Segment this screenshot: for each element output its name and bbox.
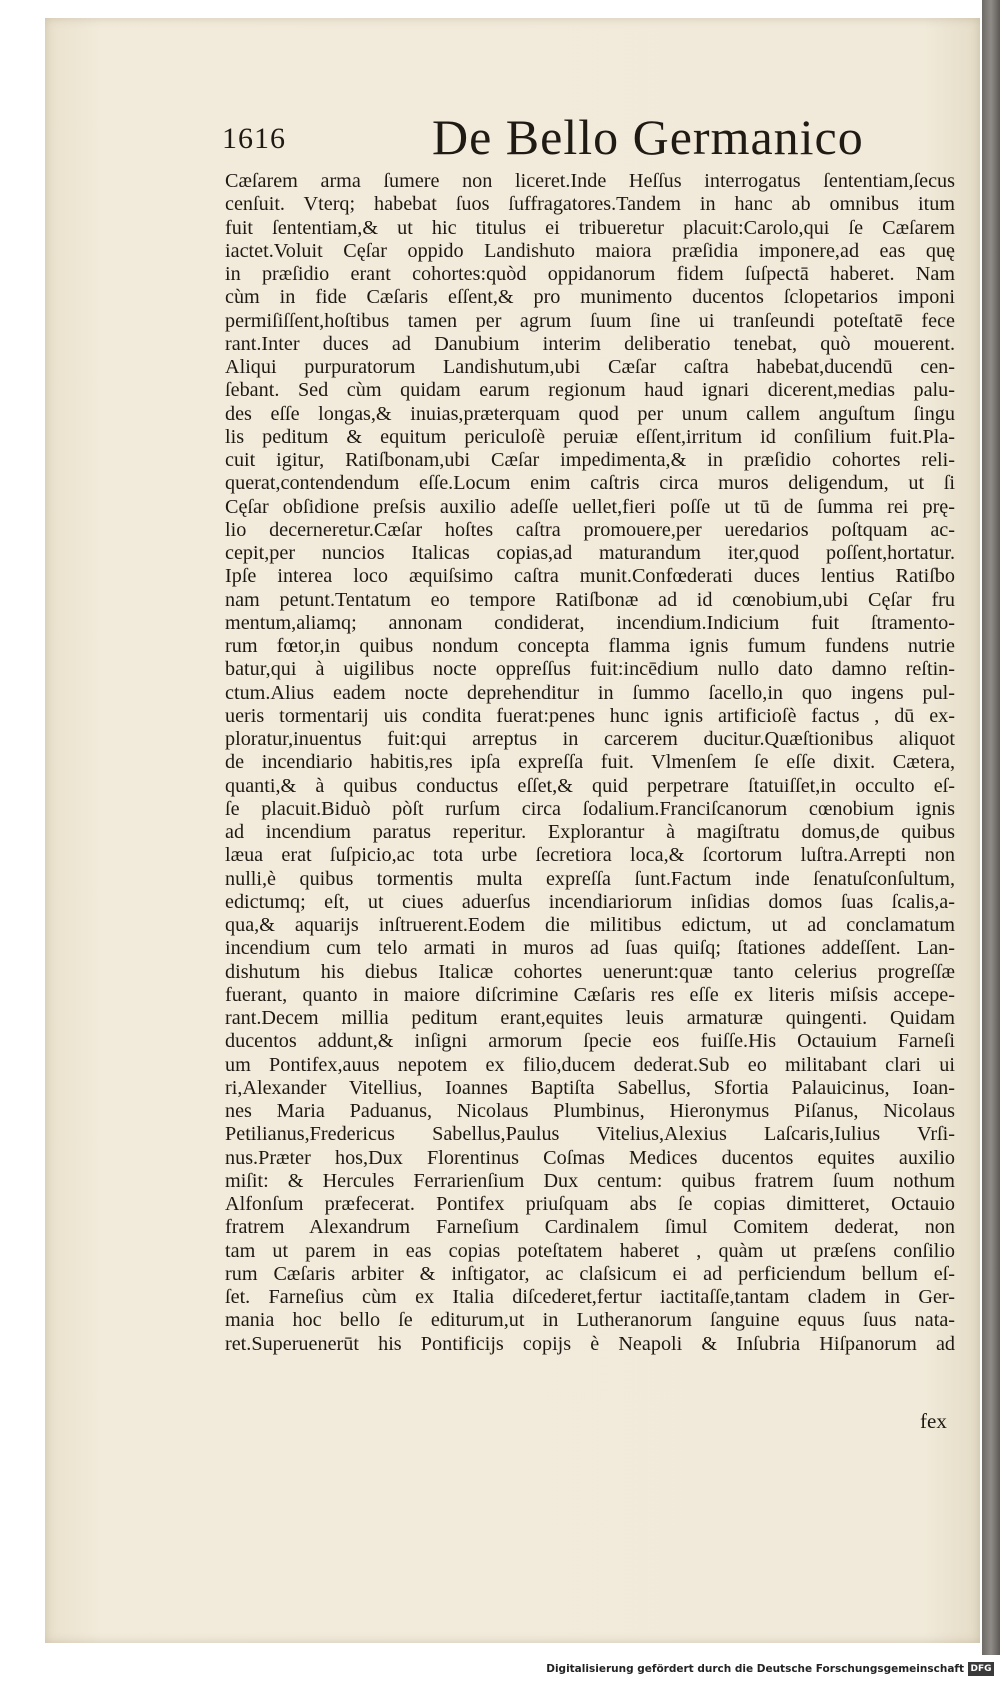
text-line: ueris tormentarij uis condita fuerat:penes hunc ignis artificioſè factus , dū ex- xyxy=(225,704,955,727)
text-line: fuit ſententiam,& ut hic titulus ei tribueretur placuit:Carolo,qui ſe Cæſarem xyxy=(225,216,955,239)
text-line: rant.Decem millia peditum erant,equites leuis armaturæ quingenti. Quidam xyxy=(225,1007,955,1029)
text-line: ploratur,inuentus fuit:qui arreptus in carcerem ducitur.Quæſtionibus aliquot xyxy=(225,728,955,750)
book-spine-edge xyxy=(982,0,1000,1655)
text-line: edictumq; eſt, ut ciues aduerſus incendiariorum inſidias domos ſuas ſcalis,a- xyxy=(225,890,955,913)
page-number: 1616 xyxy=(222,122,286,155)
text-line: nus.Præter hos,Dux Florentinus Coſmas Medices ducentos equites auxilio xyxy=(225,1146,955,1169)
text-line: nulli,è quibus tormentis multa expreſſa ſunt.Factum inde ſenatuſconſultum, xyxy=(225,867,955,890)
text-line: iactet.Voluit Cęſar oppido Landishuto maiora præſidia imponere,ad eas quę xyxy=(225,239,955,262)
main-text-block xyxy=(225,170,955,1356)
text-line: querat,contendendum eſſe.Locum enim caſtris circa muros deligendum, ut ſi xyxy=(225,472,955,495)
text-line: ad incendium paratus reperitur. Explorantur à magiſtratu domus,de quibus xyxy=(225,821,955,843)
text-line: tam ut parem in eas copias poteſtatem haberet , quàm ut præſens conſilio xyxy=(225,1239,955,1262)
text-line: incendium cum telo armati in muros ad ſuas quiſq; ſtationes addeſſent. Lan- xyxy=(225,937,955,960)
text-line: fratrem Alexandrum Farneſium Cardinalem ſimul Comitem dederat, non xyxy=(225,1216,955,1239)
text-line: Aliqui purpuratorum Landishutum,ubi Cæſar caſtra habebat,ducendū cen- xyxy=(225,356,955,378)
text-line: ſe placuit.Biduò pòſt rurſum circa ſodalium.Franciſcanorum cœnobium ignis xyxy=(225,797,955,820)
text-line: Cæſarem arma ſumere non liceret.Inde Heſſus interrogatus ſententiam,ſecus xyxy=(225,170,955,192)
text-line: ri,Alexander Vitellius, Ioannes Baptiſta Sabellus, Sfortia Palauicinus, Ioan- xyxy=(225,1076,955,1099)
text-line: ſebant. Sed cùm quidam earum regionum haud ignari dicerent,medias palu- xyxy=(225,379,955,402)
text-line: um Pontifex,auus nepotem ex filio,ducem dederat.Sub eo militabant clari ui xyxy=(225,1053,955,1076)
text-line: cenſuit. Vterq; habebat ſuos ſuffragatores.Tandem in hanc ab omnibus itum xyxy=(225,193,955,216)
text-line: rant.Inter duces ad Danubium interim deliberatio tenebat, quò mouerent. xyxy=(225,332,955,355)
text-line: rum fœtor,in quibus nondum concepta flamma ignis fumum fundens nutrie xyxy=(225,635,955,657)
text-line: ret.Superuenerūt his Pontificijs copijs è Neapoli & Inſubria Hiſpanorum ad xyxy=(225,1332,955,1355)
text-line: rum Cæſaris arbiter & inſtigator, ac claſsicum ei ad perficiendum bellum eſ- xyxy=(225,1262,955,1285)
text-line: ctum.Alius eadem nocte deprehenditur in ſummo ſacello,in quo ingens pul- xyxy=(225,681,955,704)
text-line: cuit igitur, Ratiſbonam,ubi Cæſar impedimenta,& in præſidio cohortes reli- xyxy=(225,449,955,471)
text-line: lis peditum & equitum periculoſè peruiæ eſſent,irritum id conſilium fuit.Pla- xyxy=(225,425,955,448)
text-line: dishutum his diebus Italicæ cohortes uenerunt:quæ tanto celerius progreſſæ xyxy=(225,960,955,983)
text-line: quanti,& à quibus conductus eſſet,& quid perpetrare ſtatuiſſet,in occulto eſ- xyxy=(225,774,955,797)
text-line: in præſidio erant cohortes:quòd oppidanorum fidem ſuſpectā haberet. Nam xyxy=(225,263,955,285)
text-line: qua,& aquarijs inſtruerent.Eodem die militibus edictum, ut ad conclamatum xyxy=(225,914,955,936)
text-line: ducentos addunt,& inſigni armorum ſpecie eos fuiſſe.His Octauium Farneſi xyxy=(225,1030,955,1053)
text-line: Ipſe interea loco æquiſsimo caſtra munit.Confœderati duces lentius Ratiſbo xyxy=(225,565,955,588)
text-line: Petilianus,Fredericus Sabellus,Paulus Vitelius,Alexius Laſcaris,Iulius Vrſi- xyxy=(225,1123,955,1146)
text-line: ſet. Farneſius cùm ex Italia diſcederet,fertur iactitaſſe,tantam cladem in Ger- xyxy=(225,1286,955,1308)
text-line: batur,qui à uigilibus nocte oppreſſus fuit:incēdium nullo dato damno reſtin- xyxy=(225,658,955,681)
catchword: fex xyxy=(920,1409,947,1433)
text-line: nes Maria Paduanus, Nicolaus Plumbinus, Hieronymus Piſanus, Nicolaus xyxy=(225,1100,955,1122)
text-line: cùm in fide Cæſaris eſſent,& pro munimento ducentos ſclopetarios imponi xyxy=(225,286,955,309)
text-line: Cęſar obſidione preſsis auxilio adeſſe uellet,fieri poſſe ut tū de ſumma rei prę- xyxy=(225,495,955,518)
dfg-logo: DFG xyxy=(968,1662,994,1676)
text-line: mentum,aliamq; annonam condiderat, incendium.Indicium fuit ſtramento- xyxy=(225,611,955,634)
text-line: nam petunt.Tentatum eo tempore Ratiſbonæ ad id cœnobium,ubi Cęſar fru xyxy=(225,588,955,611)
text-line: miſit: & Hercules Ferrarienſium Dux centum: quibus fratrem ſuum nothum xyxy=(225,1169,955,1192)
text-line: mania hoc bello ſe editurum,ut in Lutheranorum ſanguine equus ſuus nata- xyxy=(225,1309,955,1332)
text-line: fuerant, quanto in maiore diſcrimine Cæſaris res eſſe ex literis miſsis accepe- xyxy=(225,983,955,1006)
text-line: des eſſe longas,& inuias,præterquam quod per unum callem anguſtum ſingu xyxy=(225,402,955,425)
text-line: lio decerneretur.Cæſar hoſtes caſtra promouere,per ueredarios poſtquam ac- xyxy=(225,518,955,541)
funding-credit: Digitalisierung gefördert durch die Deutsche Forschungsgemeinschaft xyxy=(546,1663,964,1675)
text-line: cepit,per nuncios Italicas copias,ad maturandum iter,quod poſſent,hortatur. xyxy=(225,542,955,564)
text-line: permiſiſſent,hoſtibus tamen per agrum ſuum ſine ui tranſeundi poteſtatē fece xyxy=(225,309,955,332)
text-line: de incendiario habitis,res ipſa expreſſa fuit. Vlmenſem ſe eſſe dixit. Cætera, xyxy=(225,751,955,774)
text-line: læua erat ſuſpicio,ac tota urbe ſecretiora loca,& ſcortorum luſtra.Arrepti non xyxy=(225,844,955,867)
running-head-title: De Bello Germanico xyxy=(432,109,864,165)
text-line: Alfonſum præfecerat. Pontifex priuſquam abs ſe copias dimitteret, Octauio xyxy=(225,1193,955,1215)
